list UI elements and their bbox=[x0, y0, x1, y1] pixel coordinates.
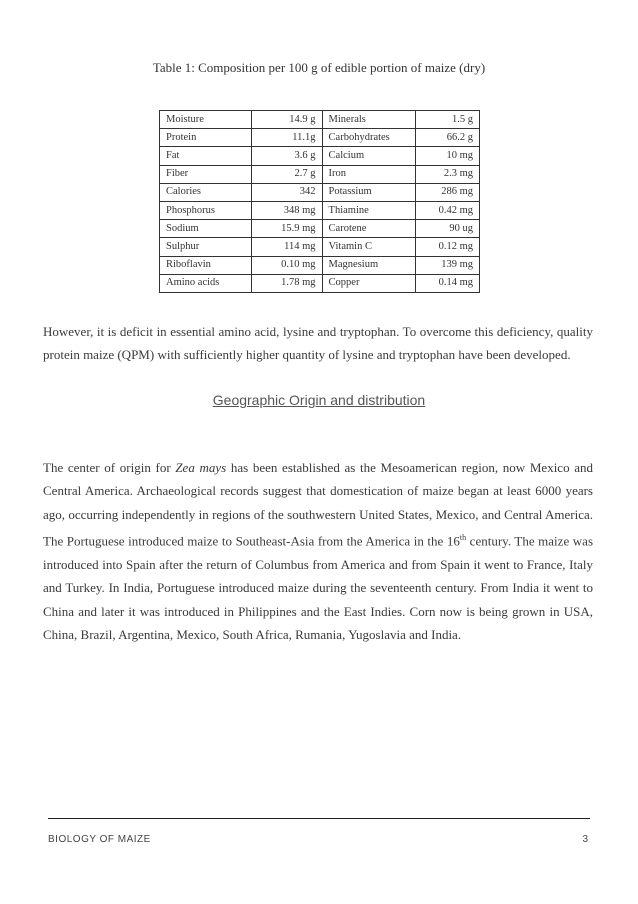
paragraph-origin bbox=[43, 456, 593, 647]
nutrient-name: Fat bbox=[160, 147, 252, 165]
nutrient-name: Minerals bbox=[322, 111, 415, 129]
composition-table bbox=[159, 110, 480, 293]
nutrient-name: Riboflavin bbox=[160, 256, 252, 274]
table-row bbox=[160, 238, 480, 256]
nutrient-value: 114 mg bbox=[252, 238, 322, 256]
origin-text-start: The center of origin for bbox=[43, 460, 176, 475]
nutrient-value: 14.9 g bbox=[252, 111, 322, 129]
nutrient-value: 11.1g bbox=[252, 129, 322, 147]
nutrient-name: Calcium bbox=[322, 147, 415, 165]
nutrient-name: Vitamin C bbox=[322, 238, 415, 256]
page-number: 3 bbox=[582, 834, 588, 845]
species-name: Zea mays bbox=[175, 460, 227, 475]
nutrient-name: Potassium bbox=[322, 183, 415, 201]
ordinal-superscript: th bbox=[459, 533, 467, 543]
table-row bbox=[160, 165, 480, 183]
nutrient-value: 0.10 mg bbox=[252, 256, 322, 274]
table-row bbox=[160, 183, 480, 201]
nutrient-value: 2.7 g bbox=[252, 165, 322, 183]
nutrient-name: Magnesium bbox=[322, 256, 415, 274]
nutrient-name: Fiber bbox=[160, 165, 252, 183]
nutrient-value: 0.42 mg bbox=[415, 201, 479, 219]
table-row bbox=[160, 256, 480, 274]
nutrient-value: 0.12 mg bbox=[415, 238, 479, 256]
nutrient-name: Iron bbox=[322, 165, 415, 183]
nutrient-name: Moisture bbox=[160, 111, 252, 129]
nutrient-name: Calories bbox=[160, 183, 252, 201]
table-row bbox=[160, 201, 480, 219]
nutrient-value: 342 bbox=[252, 183, 322, 201]
nutrient-value: 10 mg bbox=[415, 147, 479, 165]
table-row bbox=[160, 129, 480, 147]
table-caption: Table 1: Composition per 100 g of edible portion of maize (dry) bbox=[152, 60, 486, 75]
nutrient-name: Carotene bbox=[322, 220, 415, 238]
composition-table-body bbox=[160, 111, 480, 293]
nutrient-value: 15.9 mg bbox=[252, 220, 322, 238]
nutrient-value: 1.78 mg bbox=[252, 274, 322, 292]
nutrient-value: 286 mg bbox=[415, 183, 479, 201]
table-row bbox=[160, 274, 480, 292]
nutrient-value: 139 mg bbox=[415, 256, 479, 274]
nutrient-value: 66.2 g bbox=[415, 129, 479, 147]
nutrient-name: Phosphorus bbox=[160, 201, 252, 219]
table-row bbox=[160, 220, 480, 238]
nutrient-name: Protein bbox=[160, 129, 252, 147]
section-heading: Geographic Origin and distribution bbox=[212, 392, 426, 408]
footer-rule bbox=[48, 818, 590, 819]
paragraph-deficiency: However, it is deficit in essential amino acid, lysine and tryptophan. To overcome this deficiency, quality protein maize (QPM) with sufficiently higher quantity of lysine and tryptophan have been developed. bbox=[43, 324, 593, 362]
nutrient-value: 1.5 g bbox=[415, 111, 479, 129]
nutrient-name: Amino acids bbox=[160, 274, 252, 292]
nutrient-name: Carbohydrates bbox=[322, 129, 415, 147]
footer-title: BIOLOGY OF MAIZE bbox=[48, 834, 151, 845]
origin-text-end: century. The maize was introduced into Spain after the return of Columbus from America and from Spain it went to France, Italy and Turkey. In India, Portuguese introduced maize during the seventeenth century. From India it went to China and later it was introduced in Philippines and the East Indies. Corn now is being grown in USA, China, Brazil, Argentina, Mexico, South Africa, Rumania, Yugoslavia and India. bbox=[43, 533, 593, 643]
nutrient-name: Sodium bbox=[160, 220, 252, 238]
table-row bbox=[160, 147, 480, 165]
nutrient-name: Copper bbox=[322, 274, 415, 292]
nutrient-value: 90 ug bbox=[415, 220, 479, 238]
nutrient-value: 2.3 mg bbox=[415, 165, 479, 183]
nutrient-value: 3.6 g bbox=[252, 147, 322, 165]
origin-text-middle: has been established as the Mesoamerican region, now Mexico and Central America. Archaeological records suggest that domestication of maize began at least 6000 years ago, occurring independently in regions of the southwestern United States, Mexico, and Central America. The Portuguese introduced maize to Southeast-Asia from the America in the 16 bbox=[43, 460, 593, 549]
nutrient-value: 348 mg bbox=[252, 201, 322, 219]
nutrient-value: 0.14 mg bbox=[415, 274, 479, 292]
nutrient-name: Sulphur bbox=[160, 238, 252, 256]
nutrient-name: Thiamine bbox=[322, 201, 415, 219]
table-row bbox=[160, 111, 480, 129]
